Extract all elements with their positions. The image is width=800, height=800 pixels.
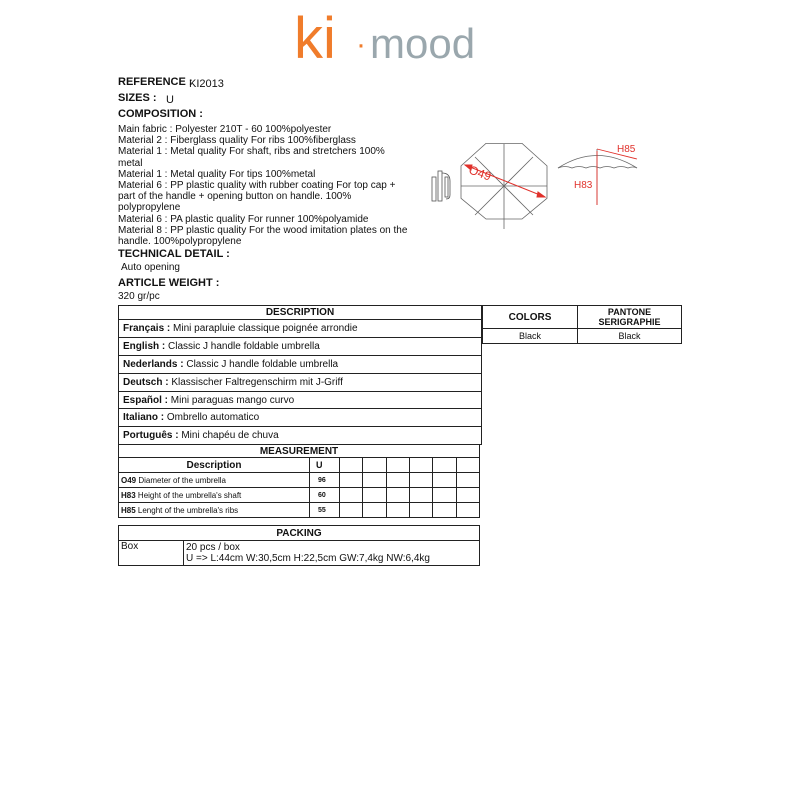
measurement-header: MEASUREMENT <box>119 445 480 458</box>
shaft-height-label: H83 <box>574 180 593 191</box>
measure-text: Diameter of the umbrella <box>136 475 226 485</box>
lang-text: Classic J handle foldable umbrella <box>165 340 320 352</box>
brand-logo <box>294 8 484 68</box>
description-table <box>118 305 482 445</box>
composition-line: Material 6 : PA plastic quality For runner 100%polyamide <box>118 213 369 225</box>
rib-length-label: H85 <box>617 144 636 155</box>
lang-label: Italiano : <box>123 412 165 424</box>
description-row-it <box>119 409 481 427</box>
packing-type: Box <box>119 541 184 566</box>
composition-line: Material 6 : PP plastic quality with rubber coating For top cap + part of the handle + opening button on handle. 100% polypropylene <box>118 180 396 214</box>
technical-label: TECHNICAL DETAIL : <box>118 248 230 260</box>
description-row-de <box>119 374 481 392</box>
composition-line: Main fabric : Polyester 210T - 60 100%polyester <box>118 124 332 135</box>
reference-label: REFERENCE : <box>118 76 193 88</box>
colors-table <box>482 305 682 344</box>
description-row-es <box>119 392 481 410</box>
description-row-en <box>119 338 481 356</box>
packing-header: PACKING <box>119 526 480 541</box>
lang-label: Nederlands : <box>123 358 184 370</box>
composition-line: Material 1 : Metal quality For tips 100%metal <box>118 168 316 180</box>
logo-dot: · <box>356 28 366 61</box>
pantone-value: Black <box>578 329 682 344</box>
table-row <box>119 473 480 488</box>
product-diagram <box>425 135 660 235</box>
composition-line: Material 2 : Fiberglass quality For ribs 100%fiberglass <box>118 135 356 147</box>
logo-mood: mood <box>370 20 476 67</box>
sizes-label: SIZES : <box>118 92 157 104</box>
composition-label: COMPOSITION : <box>118 108 203 120</box>
lang-label: Français : <box>123 323 171 334</box>
measure-code: H85 <box>121 505 136 515</box>
colors-header: COLORS <box>483 306 578 329</box>
lang-label: Deutsch : <box>123 376 169 388</box>
measurement-col-u: U <box>310 458 340 473</box>
weight-label: ARTICLE WEIGHT : <box>118 277 220 289</box>
diameter-label: O49 <box>466 162 494 184</box>
measure-code: H83 <box>121 490 136 500</box>
weight-value: 320 gr/pc <box>118 291 160 302</box>
measurement-col-desc: Description <box>119 458 310 473</box>
composition-list <box>118 124 408 247</box>
composition-line: Material 8 : PP plastic quality For the wood imitation plates on the handle. 100%polypropylene <box>118 224 408 248</box>
folded-umbrella-icon <box>432 171 450 201</box>
packing-line-1: 20 pcs / box <box>186 542 240 553</box>
umbrella-top-view-icon <box>461 143 547 229</box>
reference-value: KI2013 <box>189 78 224 90</box>
description-header: DESCRIPTION <box>119 306 481 320</box>
lang-label: Português : <box>123 430 179 442</box>
measure-text: Height of the umbrella's shaft <box>135 490 242 500</box>
umbrella-side-view-icon <box>558 149 637 205</box>
lang-text: Mini chapéu de chuva <box>178 430 279 442</box>
lang-text: Mini parapluie classique poignée arrondie <box>170 323 358 334</box>
lang-label: Español : <box>123 394 169 406</box>
color-value: Black <box>483 329 578 344</box>
packing-table <box>118 525 480 566</box>
table-row <box>119 488 480 503</box>
measure-value: 55 <box>310 503 340 518</box>
sizes-value: U <box>166 94 174 106</box>
measurement-table <box>118 444 480 518</box>
logo-ki: ki <box>294 8 336 68</box>
packing-line-2: U => L:44cm W:30,5cm H:22,5cm GW:7,4kg NW:6,4kg <box>186 553 430 564</box>
description-row-nl <box>119 356 481 374</box>
measure-code: O49 <box>121 475 137 485</box>
description-row-fr <box>119 320 481 338</box>
description-row-pt <box>119 427 481 444</box>
lang-text: Mini paraguas mango curvo <box>168 394 295 406</box>
lang-text: Ombrello automatico <box>164 412 260 424</box>
lang-text: Klassischer Faltregenschirm mit J-Griff <box>168 376 343 388</box>
pantone-header: PANTONE SERIGRAPHIE <box>578 306 682 329</box>
lang-text: Classic J handle foldable umbrella <box>183 358 339 370</box>
table-row <box>119 503 480 518</box>
measure-value: 96 <box>310 473 340 488</box>
lang-label: English : <box>123 340 166 352</box>
composition-line: Material 1 : Metal quality For shaft, ribs and stretchers 100% metal <box>118 146 385 169</box>
measure-text: Lenght of the umbrella's ribs <box>135 505 239 515</box>
measure-value: 60 <box>310 488 340 503</box>
technical-value: Auto opening <box>121 262 180 273</box>
